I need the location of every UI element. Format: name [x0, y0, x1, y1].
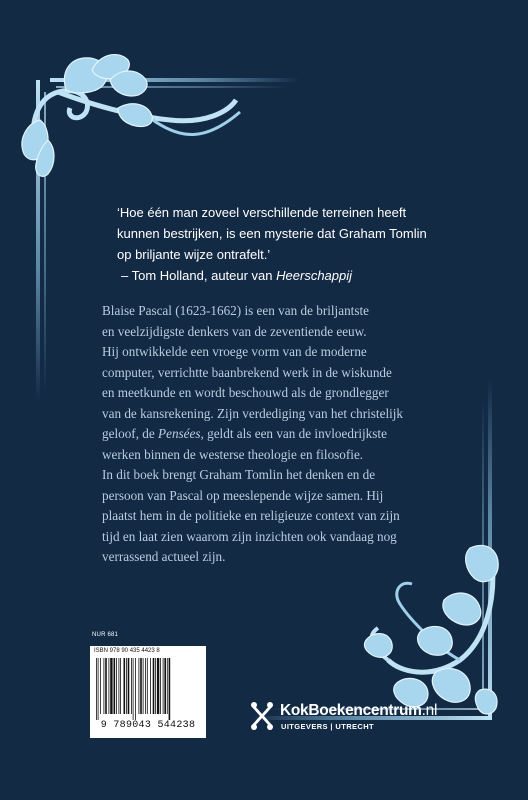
quote-attribution	[121, 265, 497, 286]
description-line: computer, verrichtte baanbrekend werk in de wiskunde	[102, 364, 392, 380]
publisher-mark-icon	[248, 700, 276, 732]
description-line: en meetkunde en wordt beschouwd als de grondlegger	[102, 385, 389, 400]
quote-line: op briljante wijze ontrafelt.’	[117, 247, 271, 262]
barcode-bars	[96, 658, 200, 720]
publisher-name	[280, 702, 437, 720]
description-text: , geldt als een van de invloedrijkste	[200, 426, 387, 441]
description-line: Hij ontwikkelde een vroege vorm van de moderne	[102, 344, 367, 359]
description-line: persoon van Pascal op meeslepende wijze samen. Hij	[102, 487, 384, 503]
description-line: werken binnen de westerse theologie en filosofie.	[102, 446, 364, 462]
nur-code: NUR 681	[92, 632, 119, 638]
description-line: plaatst hem in de politieke en religieuze context van zijn	[102, 508, 400, 523]
description-line: van de kansrekening. Zijn verdediging van het christelijk	[102, 405, 404, 421]
pensees-title: Pensées	[158, 426, 201, 441]
description-line: In dit boek brengt Graham Tomlin het denken en de	[102, 467, 376, 482]
attribution-work-title: Heerschappij	[276, 268, 353, 283]
book-description	[102, 301, 474, 568]
flourish-bottom-right	[364, 545, 498, 714]
description-line: en veelzijdigste denkers van de zeventiende eeuw.	[102, 323, 367, 339]
publisher-name-main: KokBoekencentrum	[280, 702, 422, 719]
attribution-author: – Tom Holland, auteur van	[121, 268, 277, 283]
quote-line: kunnen bestrijken, is een mysterie dat Graham Tomlin	[117, 226, 427, 241]
publisher-subtitle: UITGEVERS | UTRECHT	[281, 722, 375, 731]
description-line: verrassend actueel zijn.	[102, 549, 226, 564]
publisher-name-tld: .nl	[421, 702, 438, 719]
isbn-digits: 9 789043 544238	[100, 720, 196, 731]
description-line: Blaise Pascal (1623-1662) is een van de briljantste	[102, 303, 369, 318]
isbn-label: ISBN 978 90 435 4423 8	[94, 648, 160, 654]
quote-line: ‘Hoe één man zoveel verschillende terreinen heeft	[117, 205, 407, 220]
description-line: tijd en laat zien waarom zijn inzichten ook vandaag nog	[102, 528, 397, 544]
description-text: geloof, de	[102, 426, 159, 441]
isbn-barcode	[90, 646, 206, 738]
description-line	[102, 424, 474, 445]
endorsement-quote	[117, 202, 497, 286]
flourish-top-left	[22, 55, 240, 177]
